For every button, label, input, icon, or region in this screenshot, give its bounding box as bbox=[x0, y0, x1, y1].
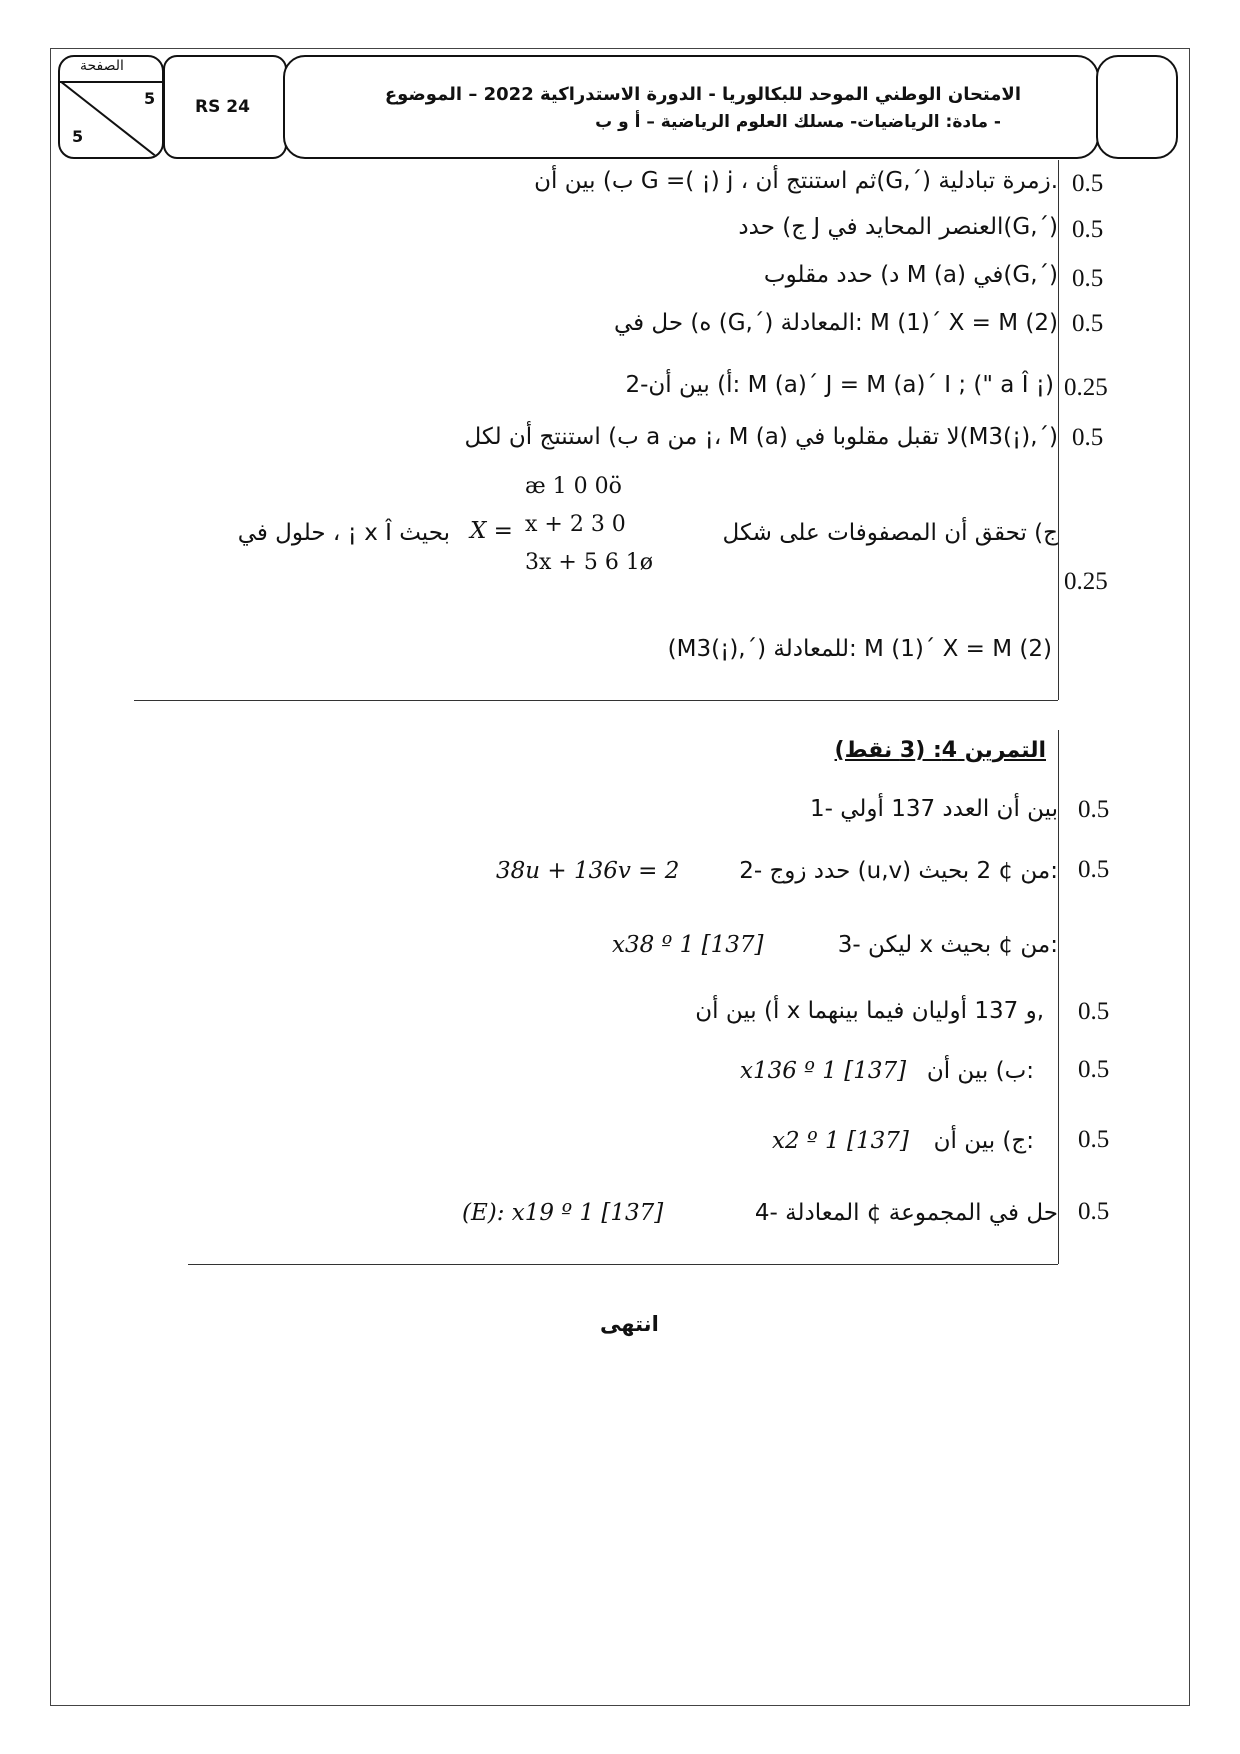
page-number-box bbox=[58, 55, 164, 159]
ex3-item-b bbox=[534, 168, 1058, 194]
page-total: 5 bbox=[72, 127, 84, 146]
item-text: تحقق أن المصفوفات على شكل bbox=[722, 520, 1027, 546]
page-current: 5 bbox=[144, 89, 156, 108]
ex4-item-3 bbox=[838, 932, 1058, 958]
item-text: بين أن x و 137 أوليان فيما بينهما, bbox=[695, 998, 1044, 1024]
ex3-item-2j bbox=[723, 520, 1058, 546]
item-text: استنتج أن لكل a من ¡، M (a) لا تقبل مقلوبا في(M3(¡),´) bbox=[464, 424, 1058, 450]
item-label: 3- bbox=[837, 932, 861, 958]
ex3-item-2b bbox=[464, 424, 1058, 450]
item-label: ب) bbox=[995, 1058, 1027, 1084]
score: 0.5 bbox=[1072, 216, 1104, 243]
score: 0.5 bbox=[1078, 796, 1110, 823]
item-label: 4- bbox=[754, 1200, 778, 1226]
item-label: ج) bbox=[1002, 1128, 1027, 1154]
ex3-item-d bbox=[764, 262, 1058, 288]
ex4-margin-line bbox=[1058, 730, 1059, 1264]
title-box bbox=[283, 55, 1099, 159]
score: 0.5 bbox=[1072, 170, 1104, 197]
ex4-item-3j bbox=[934, 1128, 1034, 1154]
score: 0.5 bbox=[1078, 1198, 1110, 1225]
item-text: بين أن G =( ¡) j ، ثم استنتج أن(G,´) زمرة تبادلية. bbox=[534, 168, 1058, 194]
item-label: ج) bbox=[782, 214, 807, 240]
item-label: ب) bbox=[602, 168, 634, 194]
item-text: حدد J العنصر المحايد في(G,´) bbox=[738, 214, 1058, 240]
ex4-item-4-math: (E): x19 º 1 [137] bbox=[462, 1200, 664, 1226]
score: 0.5 bbox=[1078, 998, 1110, 1025]
exam-title-line1: الامتحان الوطني الموحد للبكالوريا - الدورة الاستدراكية 2022 – الموضوع bbox=[384, 84, 1021, 105]
score: 0.5 bbox=[1078, 1126, 1110, 1153]
item-text: حدد زوج (u,v) من ¢ 2 بحيث: bbox=[769, 858, 1058, 884]
ex3-item-2a bbox=[625, 372, 1054, 398]
item-label: ه) bbox=[690, 310, 712, 336]
score: 0.25 bbox=[1064, 568, 1108, 595]
blank-box bbox=[1096, 55, 1178, 159]
ex3-item-h bbox=[614, 310, 1058, 336]
ex4-item-3-math: x38 º 1 [137] bbox=[612, 932, 764, 958]
matrix-row: æ 1 0 0ö bbox=[525, 474, 622, 499]
matrix-condition: بحيث x Î ¡ ، حلول في bbox=[237, 520, 450, 546]
exam-title-line2: - مادة: الرياضيات- مسلك العلوم الرياضية – أ و ب bbox=[595, 112, 1001, 132]
item-label: ب) bbox=[608, 424, 639, 450]
score: 0.5 bbox=[1072, 310, 1104, 337]
item-text: ليكن x من ¢ بحيث: bbox=[867, 932, 1058, 958]
item-label: 1- bbox=[809, 796, 833, 822]
ex3-equation: (M3(¡),´) للمعادلة: M (1)´ X = M (2) bbox=[667, 636, 1052, 662]
item-text: بين أن العدد 137 أولي bbox=[840, 796, 1058, 822]
ex3-bottom-line bbox=[134, 700, 1058, 701]
ex4-item-4 bbox=[755, 1200, 1058, 1226]
matrix bbox=[525, 474, 705, 586]
ex4-item-3b bbox=[927, 1058, 1034, 1084]
item-label: 2-أ) bbox=[625, 372, 733, 398]
exercise4-heading: التمرين 4: (3 نقط) bbox=[834, 738, 1046, 763]
item-text: بين أن: bbox=[926, 1058, 1034, 1084]
ex4-item-3a bbox=[695, 998, 1044, 1024]
score: 0.5 bbox=[1078, 1056, 1110, 1083]
item-label: د) bbox=[880, 262, 900, 288]
item-text: بين أن: bbox=[933, 1128, 1034, 1154]
matrix-row: x + 2 3 0 bbox=[525, 512, 626, 537]
item-text: بين أن: M (a)´ J = M (a)´ I ; (" a Î ¡) bbox=[648, 372, 1054, 398]
ex4-item-2-math: 38u + 136v = 2 bbox=[496, 858, 680, 884]
ex3-margin-line bbox=[1058, 160, 1059, 700]
exam-code: RS 24 bbox=[195, 97, 250, 117]
score: 0.5 bbox=[1072, 265, 1104, 292]
item-label: أ) bbox=[764, 998, 780, 1024]
code-box bbox=[163, 55, 287, 159]
score: 0.5 bbox=[1078, 856, 1110, 883]
matrix-row: 3x + 5 6 1ø bbox=[525, 550, 654, 575]
ex4-item-3j-math: x2 º 1 [137] bbox=[772, 1128, 909, 1154]
ex4-item-3b-math: x136 º 1 [137] bbox=[740, 1058, 907, 1084]
page-label: الصفحة bbox=[80, 58, 124, 74]
item-label: ج) bbox=[1034, 520, 1058, 546]
score: 0.25 bbox=[1064, 374, 1108, 401]
ex3-item-j bbox=[738, 214, 1058, 240]
item-text: حل في المجموعة ¢ المعادلة bbox=[785, 1200, 1058, 1226]
item-label: 2- bbox=[739, 858, 763, 884]
ex4-bottom-line bbox=[188, 1264, 1058, 1265]
score: 0.5 bbox=[1072, 424, 1104, 451]
end-text: انتهى bbox=[600, 1312, 659, 1336]
item-text: حل في (G,´) المعادلة: M (1)´ X = M (2) bbox=[613, 310, 1058, 336]
ex4-item-2 bbox=[739, 858, 1058, 884]
ex4-item-1 bbox=[810, 796, 1058, 822]
item-text: حدد مقلوب M (a) في(G,´) bbox=[763, 262, 1058, 288]
matrix-lhs: X = bbox=[470, 518, 513, 544]
